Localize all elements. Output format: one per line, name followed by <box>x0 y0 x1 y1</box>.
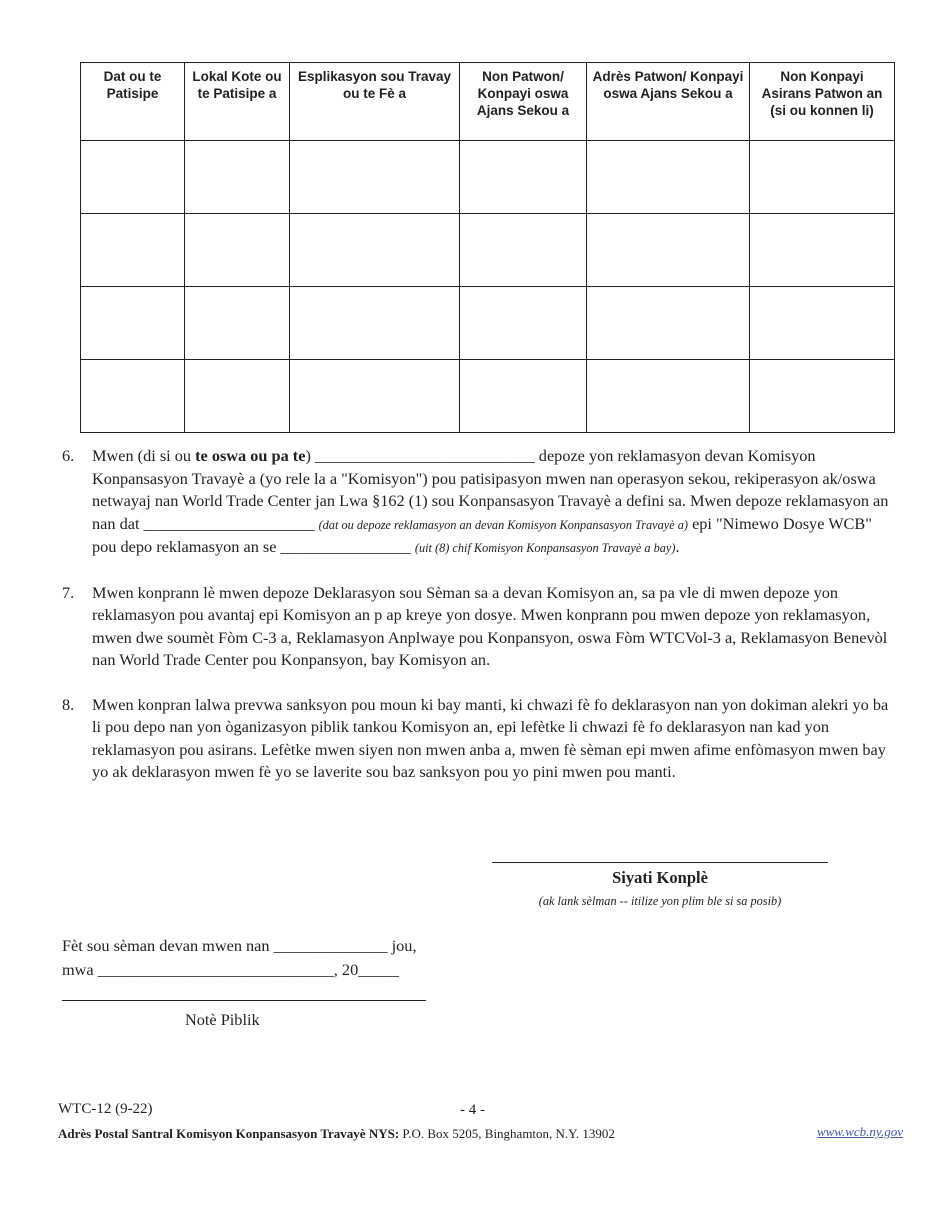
sworn-statement <box>62 934 417 982</box>
table-cell-work[interactable] <box>290 287 460 360</box>
table-cell-employer-address[interactable] <box>587 141 750 214</box>
address-label: Adrès Postal Santral Komisyon Konpansasyon Travayè NYS: <box>58 1126 400 1141</box>
table-cell-location[interactable] <box>185 141 290 214</box>
case-number-hint: (uit (8) chif Komisyon Konpansasyon Travayè a bay) <box>414 541 676 555</box>
postal-address <box>58 1126 615 1142</box>
table-header-work: Esplikasyon sou Travay ou te Fè a <box>290 63 460 141</box>
item-6-text-d: . <box>675 537 680 556</box>
table-cell-employer-address[interactable] <box>587 360 750 433</box>
table-row <box>81 360 895 433</box>
item-number: 8. <box>62 694 75 714</box>
table-cell-work[interactable] <box>290 141 460 214</box>
table-cell-location[interactable] <box>185 287 290 360</box>
notary-signature-line[interactable] <box>62 1000 426 1001</box>
table-cell-work[interactable] <box>290 360 460 433</box>
sworn-line-2: mwa _____________________________, 20_____ <box>62 960 399 979</box>
website-link[interactable]: www.wcb.ny.gov <box>816 1124 903 1139</box>
sworn-line-1: Fèt sou sèman devan mwen nan ______________ jou, <box>62 936 417 955</box>
table-row <box>81 287 895 360</box>
statement-list <box>62 445 894 806</box>
table-header-location: Lokal Kote ou te Patisipe a <box>185 63 290 141</box>
table-header-employer-address: Adrès Patwon/ Konpayi oswa Ajans Sekou a <box>587 63 750 141</box>
statement-item-6 <box>62 445 894 560</box>
address-text: P.O. Box 5205, Binghamton, N.Y. 13902 <box>399 1126 615 1141</box>
signature-line[interactable] <box>492 862 828 863</box>
table-header-insurance: Non Konpayi Asirans Patwon an (si ou konnen li) <box>750 63 895 141</box>
item-text: Mwen konprann lè mwen depoze Deklarasyon sou Sèman sa a devan Komisyon an, sa pa vle di mwen depoze yon reklamasyon pou avantaj epi Komisyon an p ap kreye yon dosye. Mwen konprann pou mwen depoze yon reklamasyon, mwen dwe soumèt Fòm C-3 a, Reklamasyon Anplwaye pou Konpansyon, oswa Fòm WTCVol-3 a, Reklamasyon Benevòl nan World Trade Center pou Konpansyon, bay Komisyon an. <box>92 582 888 669</box>
table-cell-employer[interactable] <box>460 214 587 287</box>
participation-table <box>80 62 895 433</box>
page-number: - 4 - <box>460 1102 485 1118</box>
table-header-row <box>81 63 895 141</box>
table-header-date: Dat ou te Patisipe <box>81 63 185 141</box>
table-cell-employer[interactable] <box>460 360 587 433</box>
statement-item-8 <box>62 694 894 784</box>
participation-table-wrapper <box>80 62 895 433</box>
table-cell-employer[interactable] <box>460 141 587 214</box>
table-row <box>81 214 895 287</box>
item-6-text-b: ) ___________________________ depoze yon reklamasyon devan Komisyon Konpansasyon Travayè a (yo rele la a "Komisyon") pou patisipasyon mwen nan operasyon sekou, rekiperasyon ak/oswa netwayaj nan World Trade Center jan Lwa §162 (1) sou Konpansasyon Travayè a defini sa. Mwen depoze reklamasyon an nan dat _____________________ <box>92 446 889 533</box>
table-cell-date[interactable] <box>81 141 185 214</box>
form-id: WTC-12 (9-22) <box>58 1101 153 1117</box>
signature-note: (ak lank sèlman -- itilize yon plim ble si sa posib) <box>538 894 782 908</box>
item-text <box>92 445 894 560</box>
item-6-text-c: epi "Nimewo Dosye WCB" pou depo reklamasyon an se ________________ <box>92 513 872 556</box>
table-cell-insurance[interactable] <box>750 287 895 360</box>
item-6-text-a: Mwen (di si ou <box>92 446 196 465</box>
table-cell-date[interactable] <box>81 214 185 287</box>
table-cell-insurance[interactable] <box>750 360 895 433</box>
item-number: 7. <box>62 582 75 602</box>
table-cell-date[interactable] <box>81 360 185 433</box>
table-cell-employer-address[interactable] <box>587 287 750 360</box>
notary-label: Notè Piblik <box>185 1010 260 1029</box>
table-cell-insurance[interactable] <box>750 141 895 214</box>
filing-date-hint: (dat ou depoze reklamasyon an devan Komisyon Konpansasyon Travayè a) <box>318 517 688 532</box>
item-text: Mwen konpran lalwa prevwa sanksyon pou moun ki bay manti, ki chwazi fè fo deklarasyon nan yon dokiman alekri yo ba li pou depo nan yon òganizasyon piblik tankou Komisyon an, epi lefètke li chwazi fè fo deklarasyon nan kad yon reklamasyon pou asirans. Lefètke mwen siyen non mwen anba a, mwen fè sèman epi mwen afime enfòmasyon mwen bay yo ak deklarasyon mwen fè yo se laverite sou baz sanksyon pou yo pini mwen pou manti. <box>92 694 889 781</box>
table-cell-employer-address[interactable] <box>587 214 750 287</box>
table-cell-date[interactable] <box>81 287 185 360</box>
item-number: 6. <box>62 446 75 465</box>
table-cell-location[interactable] <box>185 214 290 287</box>
item-6-emphasis: te oswa ou pa te <box>195 446 306 465</box>
table-cell-location[interactable] <box>185 360 290 433</box>
signature-label: Siyati Konplè <box>612 868 708 887</box>
table-cell-employer[interactable] <box>460 287 587 360</box>
table-cell-work[interactable] <box>290 214 460 287</box>
statement-item-7 <box>62 582 894 672</box>
table-row <box>81 141 895 214</box>
table-cell-insurance[interactable] <box>750 214 895 287</box>
table-header-employer: Non Patwon/ Konpayi oswa Ajans Sekou a <box>460 63 587 141</box>
